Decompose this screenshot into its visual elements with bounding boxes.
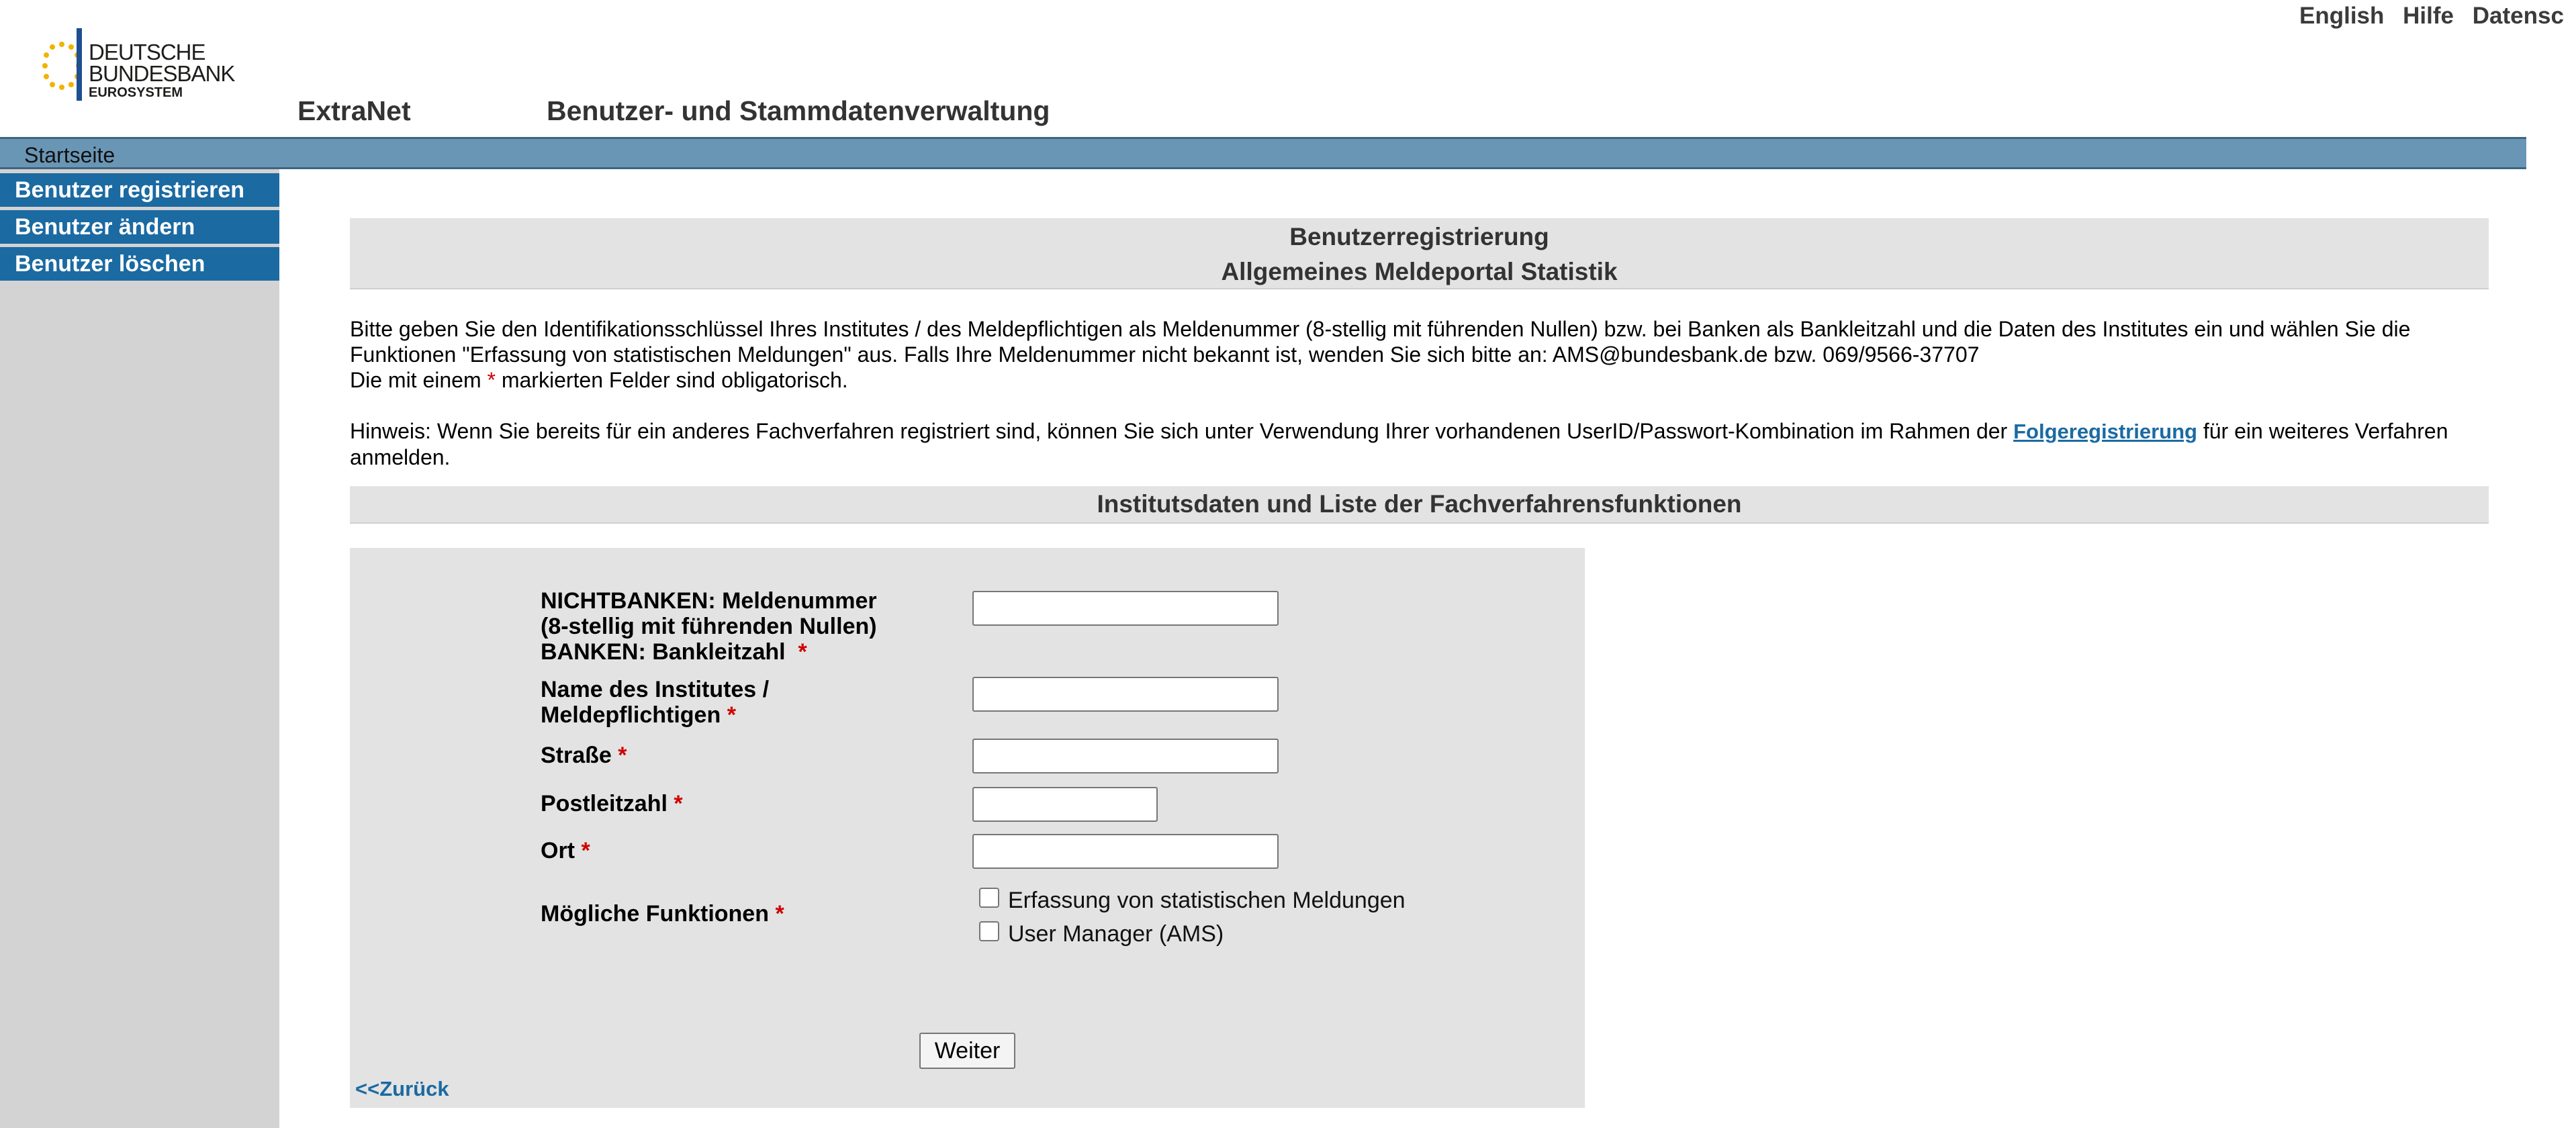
ort-label-text: Ort — [541, 838, 575, 863]
intro-paragraph: Bitte geben Sie den Identifikationsschlüssel Ihres Institutes / des Meldepflichtigen als Meldenummer (8-stellig mit führenden Nullen) bzw. bei Banken als Bankleitzahl und die Daten des Institutes ein und wählen Sie die Funktionen "Erfassung von statistischen Meldungen" aus. Falls Ihre Meldenummer nicht bekannt ist, wenden Sie sich bitte an: AMS@bundesbank.de bzw. 069/9566-37707 — [350, 317, 2411, 367]
folgeregistrierung-link[interactable]: Folgeregistrierung — [2013, 420, 2197, 443]
weiter-button[interactable]: Weiter — [919, 1033, 1015, 1069]
logo-bar — [77, 28, 82, 101]
street-input[interactable] — [972, 739, 1279, 773]
required-star: * — [798, 639, 807, 665]
nav-home-link[interactable]: Startseite — [24, 143, 116, 167]
logo-line1: DEUTSCHE — [89, 40, 205, 64]
plz-label — [541, 791, 683, 816]
postal-code-input[interactable] — [972, 787, 1158, 822]
link-english[interactable]: English — [2299, 3, 2385, 29]
section-title: Institutsdaten und Liste der Fachverfahrensfunktionen — [350, 486, 2489, 524]
option-label-statistische-meldungen: Erfassung von statistischen Meldungen — [1008, 888, 1406, 913]
required-note-pre: Die mit einem — [350, 368, 481, 392]
meldenummer-label-line3: BANKEN: Bankleitzahl — [541, 639, 786, 665]
nav-bar — [0, 137, 2526, 169]
option-label-user-manager: User Manager (AMS) — [1008, 921, 1224, 947]
back-link[interactable]: <<Zurück — [355, 1077, 449, 1100]
ort-label — [541, 838, 590, 863]
page-title-band — [350, 218, 2489, 289]
required-star: * — [618, 743, 627, 768]
page-title: Benutzerregistrierung — [1289, 223, 1549, 250]
brand-title: ExtraNet — [297, 95, 411, 126]
logo-line3: EUROSYSTEM — [89, 85, 183, 100]
required-star: * — [487, 368, 496, 392]
required-star: * — [727, 702, 736, 728]
sidebar-item-register[interactable]: Benutzer registrieren — [0, 173, 279, 207]
name-label-line2: Meldepflichtigen — [541, 702, 721, 728]
name-label — [541, 677, 769, 728]
meldenummer-label-line2: (8-stellig mit führenden Nullen) — [541, 614, 877, 639]
funktionen-label-text: Mögliche Funktionen — [541, 901, 769, 927]
hint-pre: Hinweis: Wenn Sie bereits für ein anderes Fachverfahren registriert sind, können Sie sich unter Verwendung Ihrer vorhandenen UserID/Passwort-Kombination im Rahmen der — [350, 419, 2008, 443]
hint-text — [350, 418, 2489, 470]
funktionen-label — [541, 901, 784, 927]
bundesbank-logo — [42, 26, 243, 106]
link-hilfe[interactable]: Hilfe — [2403, 3, 2454, 29]
required-star: * — [581, 838, 590, 863]
meldenummer-label — [541, 588, 877, 665]
required-note-post: markierten Felder sind obligatorisch. — [501, 368, 848, 392]
top-links — [2299, 3, 2576, 30]
meldenummer-label-line1: NICHTBANKEN: Meldenummer — [541, 588, 877, 614]
main-content — [350, 218, 2489, 470]
link-datenschutz[interactable]: Datensc — [2472, 3, 2564, 29]
institute-name-input[interactable] — [972, 677, 1279, 712]
checkbox-statistische-meldungen[interactable] — [979, 888, 999, 908]
page-subtitle: Allgemeines Meldeportal Statistik — [1221, 258, 1618, 285]
strasse-label-text: Straße — [541, 743, 612, 768]
sidebar — [0, 169, 279, 1128]
required-star: * — [674, 791, 683, 816]
meldenummer-input[interactable] — [972, 591, 1279, 626]
sidebar-item-delete[interactable]: Benutzer löschen — [0, 247, 279, 281]
logo-text — [89, 42, 234, 101]
sidebar-item-change[interactable]: Benutzer ändern — [0, 210, 279, 244]
euro-stars-icon — [42, 40, 82, 91]
required-star: * — [775, 901, 784, 927]
strasse-label — [541, 743, 627, 768]
city-input[interactable] — [972, 834, 1279, 869]
intro-text — [350, 316, 2489, 393]
checkbox-user-manager[interactable] — [979, 921, 999, 941]
app-title: Benutzer- und Stammdatenverwaltung — [547, 95, 1050, 126]
hint-post: für ein weiteres Verfahren anmelden. — [350, 419, 2448, 469]
plz-label-text: Postleitzahl — [541, 791, 668, 816]
name-label-line1: Name des Institutes / — [541, 677, 770, 702]
logo-line2: BUNDESBANK — [89, 61, 235, 86]
registration-form — [350, 548, 1585, 1108]
